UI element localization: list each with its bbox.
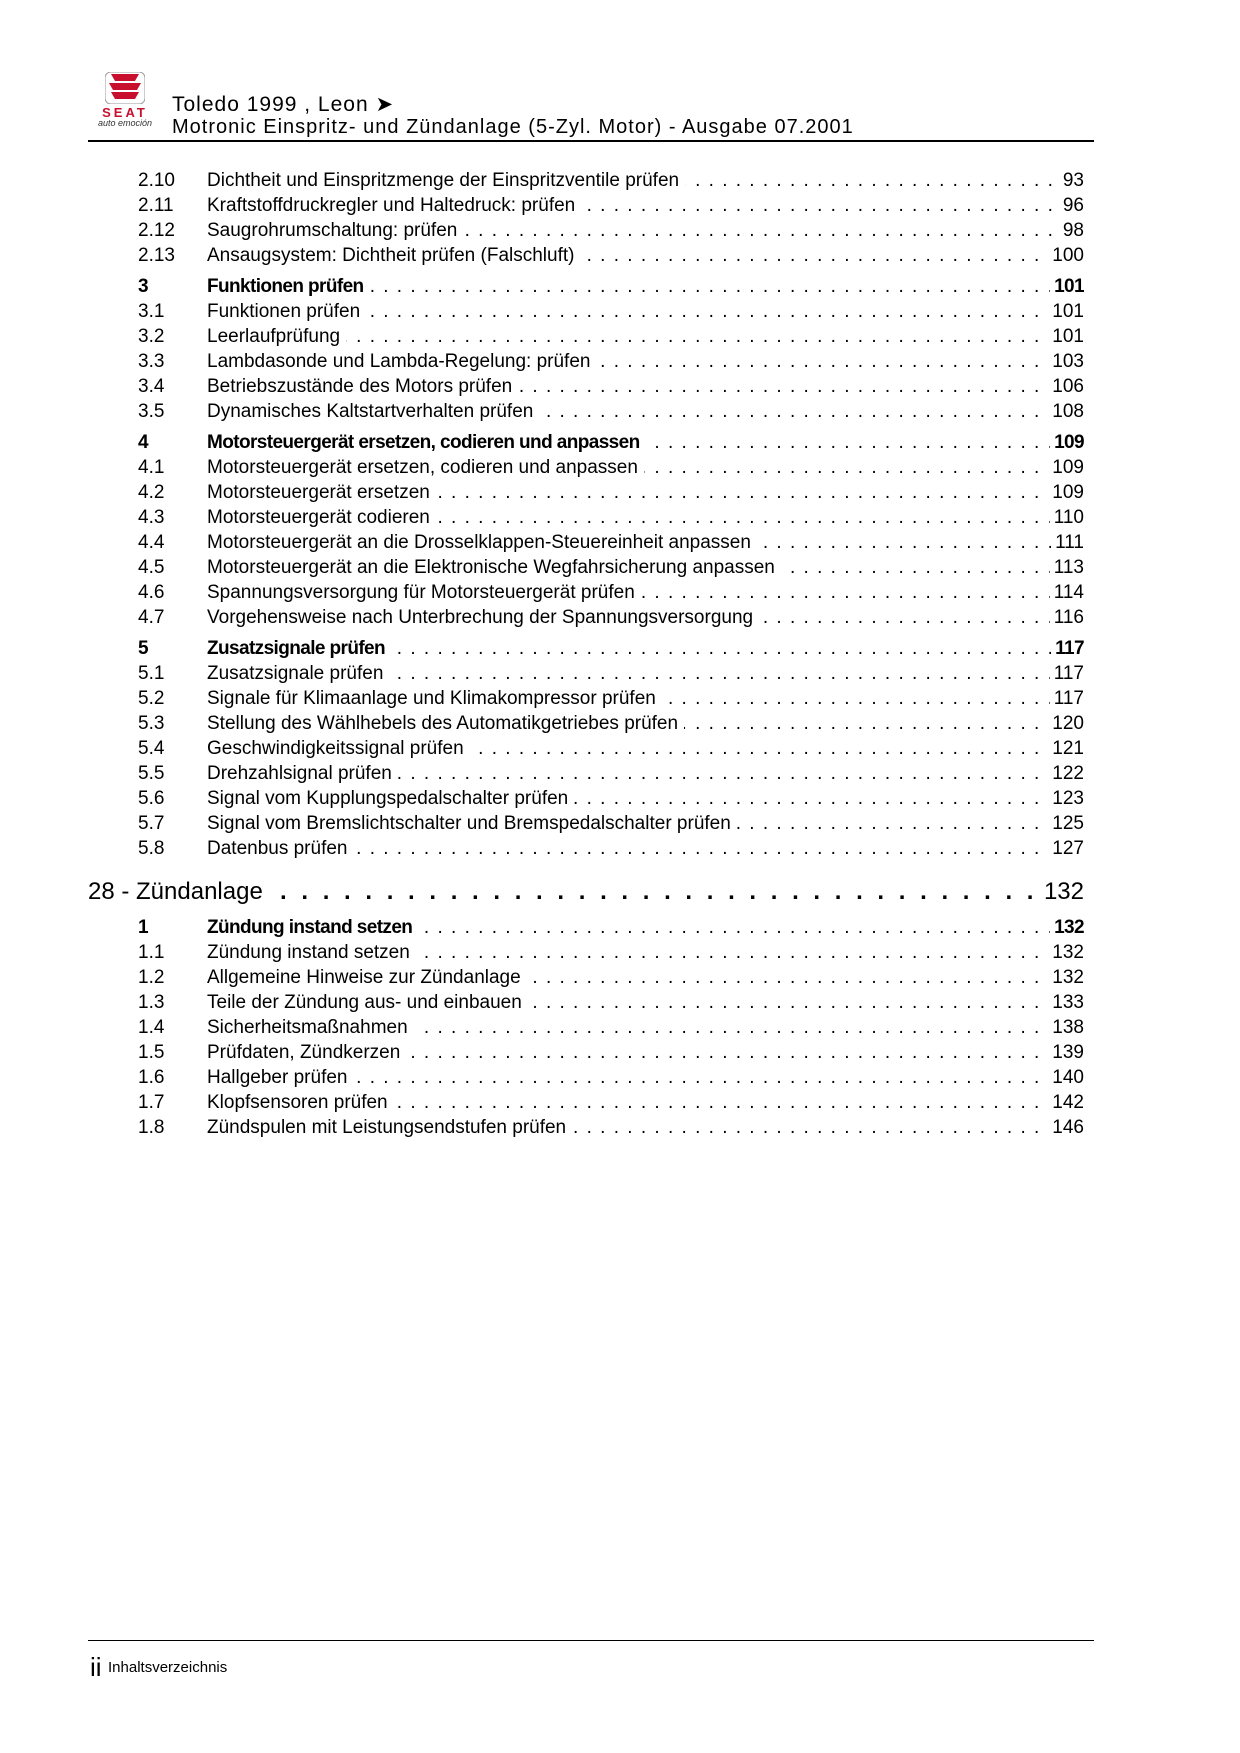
logo-tagline: auto emoción — [97, 118, 153, 128]
toc-page-number: 142 — [1048, 1090, 1084, 1115]
toc-page-number: 98 — [1059, 218, 1084, 243]
toc-label: Dynamisches Kaltstartverhalten prüfen — [207, 401, 539, 422]
toc-number: 1.3 — [138, 992, 165, 1013]
toc-number: 5.7 — [138, 813, 165, 834]
toc-page-number: 139 — [1048, 1040, 1084, 1065]
page-header — [88, 72, 1088, 142]
toc-row[interactable] — [138, 836, 1084, 861]
toc-number: 5.2 — [138, 688, 165, 709]
toc-row[interactable] — [138, 605, 1084, 630]
toc-row[interactable] — [138, 349, 1084, 374]
toc-row[interactable] — [138, 990, 1084, 1015]
toc-page-number: 117 — [1050, 686, 1084, 711]
toc-row[interactable] — [138, 736, 1084, 761]
toc-page-number: 127 — [1048, 836, 1084, 861]
seat-logo — [88, 72, 162, 128]
toc-row[interactable] — [138, 168, 1084, 193]
toc-number: 5.4 — [138, 738, 165, 759]
toc-number: 1.4 — [138, 1017, 165, 1038]
toc-page-number: 113 — [1050, 555, 1084, 580]
footer-section-title: Inhaltsverzeichnis — [108, 1659, 228, 1676]
toc-heading-row[interactable] — [138, 430, 1084, 455]
chapter-page: 132 — [1040, 875, 1084, 909]
toc-page-number: 101 — [1048, 299, 1084, 324]
toc-row[interactable] — [138, 193, 1084, 218]
toc-page-number: 109 — [1048, 455, 1084, 480]
toc-number: 1.2 — [138, 967, 165, 988]
toc-label: Zündung instand setzen — [207, 917, 418, 938]
toc-number: 2.12 — [138, 220, 175, 241]
toc-page-number: 109 — [1048, 480, 1084, 505]
toc-number: 4.4 — [138, 532, 165, 553]
toc-label: Teile der Zündung aus- und einbauen — [207, 992, 528, 1013]
toc-number: 3.5 — [138, 401, 165, 422]
toc-row[interactable] — [138, 530, 1084, 555]
toc-row[interactable] — [138, 218, 1084, 243]
toc-page-number: 146 — [1048, 1115, 1084, 1140]
toc-page-number: 123 — [1048, 786, 1084, 811]
toc-heading-row[interactable] — [138, 274, 1084, 299]
toc-number: 2.13 — [138, 245, 175, 266]
toc-label: Kraftstoffdruckregler und Haltedruck: prüfen — [207, 195, 581, 216]
toc-page-number: 125 — [1048, 811, 1084, 836]
toc-chapter-heading[interactable] — [88, 875, 1084, 909]
toc-page-number: 133 — [1048, 990, 1084, 1015]
toc-number: 3.2 — [138, 326, 165, 347]
toc-page-number: 120 — [1048, 711, 1084, 736]
toc-page-number: 140 — [1048, 1065, 1084, 1090]
toc-row[interactable] — [138, 505, 1084, 530]
toc-page-number: 116 — [1050, 605, 1084, 630]
toc-label: Dichtheit und Einspritzmenge der Einspritzventile prüfen — [207, 170, 685, 191]
toc-number: 3.1 — [138, 301, 165, 322]
chapter-label: 28 - Zündanlage — [88, 878, 269, 905]
toc-number: 5 — [138, 638, 148, 659]
toc-page-number: 117 — [1051, 636, 1084, 661]
toc-row[interactable] — [138, 243, 1084, 268]
toc-number: 1 — [138, 917, 148, 938]
header-divider — [88, 140, 1094, 142]
toc-label: Zündspulen mit Leistungsendstufen prüfen — [207, 1117, 572, 1138]
toc-label: Drehzahlsignal prüfen — [207, 763, 398, 784]
page-footer — [90, 1652, 227, 1683]
toc-number: 2.11 — [138, 195, 174, 216]
toc-page-number: 101 — [1050, 274, 1084, 299]
toc-label: Spannungsversorgung für Motorsteuergerät prüfen — [207, 582, 641, 603]
toc-label: Zündung instand setzen — [207, 942, 416, 963]
toc-number: 5.6 — [138, 788, 165, 809]
toc-number: 4.3 — [138, 507, 165, 528]
toc-row[interactable] — [138, 580, 1084, 605]
toc-row[interactable] — [138, 661, 1084, 686]
toc-label: Leerlaufprüfung — [207, 326, 346, 347]
toc-number: 5.5 — [138, 763, 165, 784]
toc-row[interactable] — [138, 965, 1084, 990]
toc-row[interactable] — [138, 1065, 1084, 1090]
toc-row[interactable] — [138, 1115, 1084, 1140]
toc-label: Saugrohrumschaltung: prüfen — [207, 220, 463, 241]
toc-label: Datenbus prüfen — [207, 838, 354, 859]
toc-page-number: 121 — [1048, 736, 1084, 761]
toc-heading-row[interactable] — [138, 915, 1084, 940]
toc-label: Stellung des Wählhebels des Automatikgetriebes prüfen — [207, 713, 684, 734]
seat-emblem-icon — [105, 72, 145, 104]
toc-section-list — [138, 915, 1084, 1140]
toc-page-number: 103 — [1048, 349, 1084, 374]
toc-page-number: 110 — [1050, 505, 1084, 530]
toc-number: 4.2 — [138, 482, 165, 503]
toc-page-number: 117 — [1050, 661, 1084, 686]
toc-label: Prüfdaten, Zündkerzen — [207, 1042, 406, 1063]
toc-row[interactable] — [138, 786, 1084, 811]
toc-label: Signal vom Kupplungspedalschalter prüfen — [207, 788, 574, 809]
toc-page-number: 109 — [1050, 430, 1084, 455]
toc-page-number: 114 — [1050, 580, 1084, 605]
toc-label: Motorsteuergerät an die Elektronische Wegfahrsicherung anpassen — [207, 557, 781, 578]
toc-label: Vorgehensweise nach Unterbrechung der Spannungsversorgung — [207, 607, 759, 628]
toc-row[interactable] — [138, 711, 1084, 736]
toc-number: 3 — [138, 276, 148, 297]
toc-row[interactable] — [138, 940, 1084, 965]
toc-row[interactable] — [138, 1040, 1084, 1065]
toc-label: Funktionen prüfen — [207, 301, 366, 322]
document-title: Toledo 1999 , Leon ➤ — [172, 93, 395, 116]
toc-row[interactable] — [138, 374, 1084, 399]
document-subtitle: Motronic Einspritz- und Zündanlage (5-Zyl. Motor) - Ausgabe 07.2001 — [172, 116, 854, 138]
toc-page-number: 132 — [1050, 915, 1084, 940]
toc-label: Lambdasonde und Lambda-Regelung: prüfen — [207, 351, 596, 372]
toc-row[interactable] — [138, 399, 1084, 424]
toc-number: 5.8 — [138, 838, 165, 859]
toc-number: 1.8 — [138, 1117, 165, 1138]
table-of-contents — [88, 168, 1084, 1140]
toc-number: 3.3 — [138, 351, 165, 372]
toc-page-number: 122 — [1048, 761, 1084, 786]
toc-page-number: 101 — [1048, 324, 1084, 349]
toc-number: 1.6 — [138, 1067, 165, 1088]
toc-label: Motorsteuergerät codieren — [207, 507, 436, 528]
toc-number: 4.1 — [138, 457, 165, 478]
toc-label: Hallgeber prüfen — [207, 1067, 353, 1088]
toc-label: Funktionen prüfen — [207, 276, 370, 297]
toc-label: Geschwindigkeitssignal prüfen — [207, 738, 470, 759]
toc-number: 4 — [138, 432, 148, 453]
toc-number: 1.1 — [138, 942, 165, 963]
toc-row[interactable] — [138, 555, 1084, 580]
toc-page-number: 132 — [1048, 940, 1084, 965]
toc-number: 3.4 — [138, 376, 165, 397]
toc-number: 1.5 — [138, 1042, 165, 1063]
toc-row[interactable] — [138, 1090, 1084, 1115]
toc-page-number: 106 — [1048, 374, 1084, 399]
toc-page-number: 138 — [1048, 1015, 1084, 1040]
toc-number: 4.7 — [138, 607, 165, 628]
toc-row[interactable] — [138, 324, 1084, 349]
toc-row[interactable] — [138, 299, 1084, 324]
toc-row[interactable] — [138, 455, 1084, 480]
toc-label: Signal vom Bremslichtschalter und Bremspedalschalter prüfen — [207, 813, 737, 834]
toc-row[interactable] — [138, 811, 1084, 836]
toc-label: Zusatzsignale prüfen — [207, 638, 391, 659]
toc-number: 5.3 — [138, 713, 165, 734]
footer-divider — [88, 1640, 1094, 1641]
toc-label: Zusatzsignale prüfen — [207, 663, 389, 684]
toc-row[interactable] — [138, 1015, 1084, 1040]
toc-number: 5.1 — [138, 663, 165, 684]
toc-label: Signale für Klimaanlage und Klimakompressor prüfen — [207, 688, 662, 709]
toc-number: 4.6 — [138, 582, 165, 603]
toc-label: Sicherheitsmaßnahmen — [207, 1017, 414, 1038]
toc-page-number: 100 — [1048, 243, 1084, 268]
toc-label: Motorsteuergerät ersetzen, codieren und anpassen — [207, 457, 644, 478]
toc-row[interactable] — [138, 480, 1084, 505]
toc-page-number: 93 — [1059, 168, 1084, 193]
toc-section-list — [138, 168, 1084, 861]
toc-number: 1.7 — [138, 1092, 165, 1113]
toc-row[interactable] — [138, 686, 1084, 711]
toc-label: Betriebszustände des Motors prüfen — [207, 376, 518, 397]
toc-number: 2.10 — [138, 170, 175, 191]
toc-label: Ansaugsystem: Dichtheit prüfen (Falschluft) — [207, 245, 581, 266]
toc-label: Klopfsensoren prüfen — [207, 1092, 394, 1113]
footer-page-number: ii — [90, 1652, 102, 1682]
toc-number: 4.5 — [138, 557, 165, 578]
toc-label: Motorsteuergerät an die Drosselklappen-Steuereinheit anpassen — [207, 532, 757, 553]
toc-page-number: 132 — [1048, 965, 1084, 990]
toc-heading-row[interactable] — [138, 636, 1084, 661]
toc-label: Motorsteuergerät ersetzen, codieren und anpassen — [207, 432, 646, 453]
toc-label: Allgemeine Hinweise zur Zündanlage — [207, 967, 527, 988]
logo-brand-text: SEAT — [102, 105, 148, 120]
toc-page-number: 96 — [1059, 193, 1084, 218]
toc-page-number: 108 — [1048, 399, 1084, 424]
toc-page-number: 111 — [1051, 530, 1084, 555]
toc-row[interactable] — [138, 761, 1084, 786]
toc-label: Motorsteuergerät ersetzen — [207, 482, 436, 503]
